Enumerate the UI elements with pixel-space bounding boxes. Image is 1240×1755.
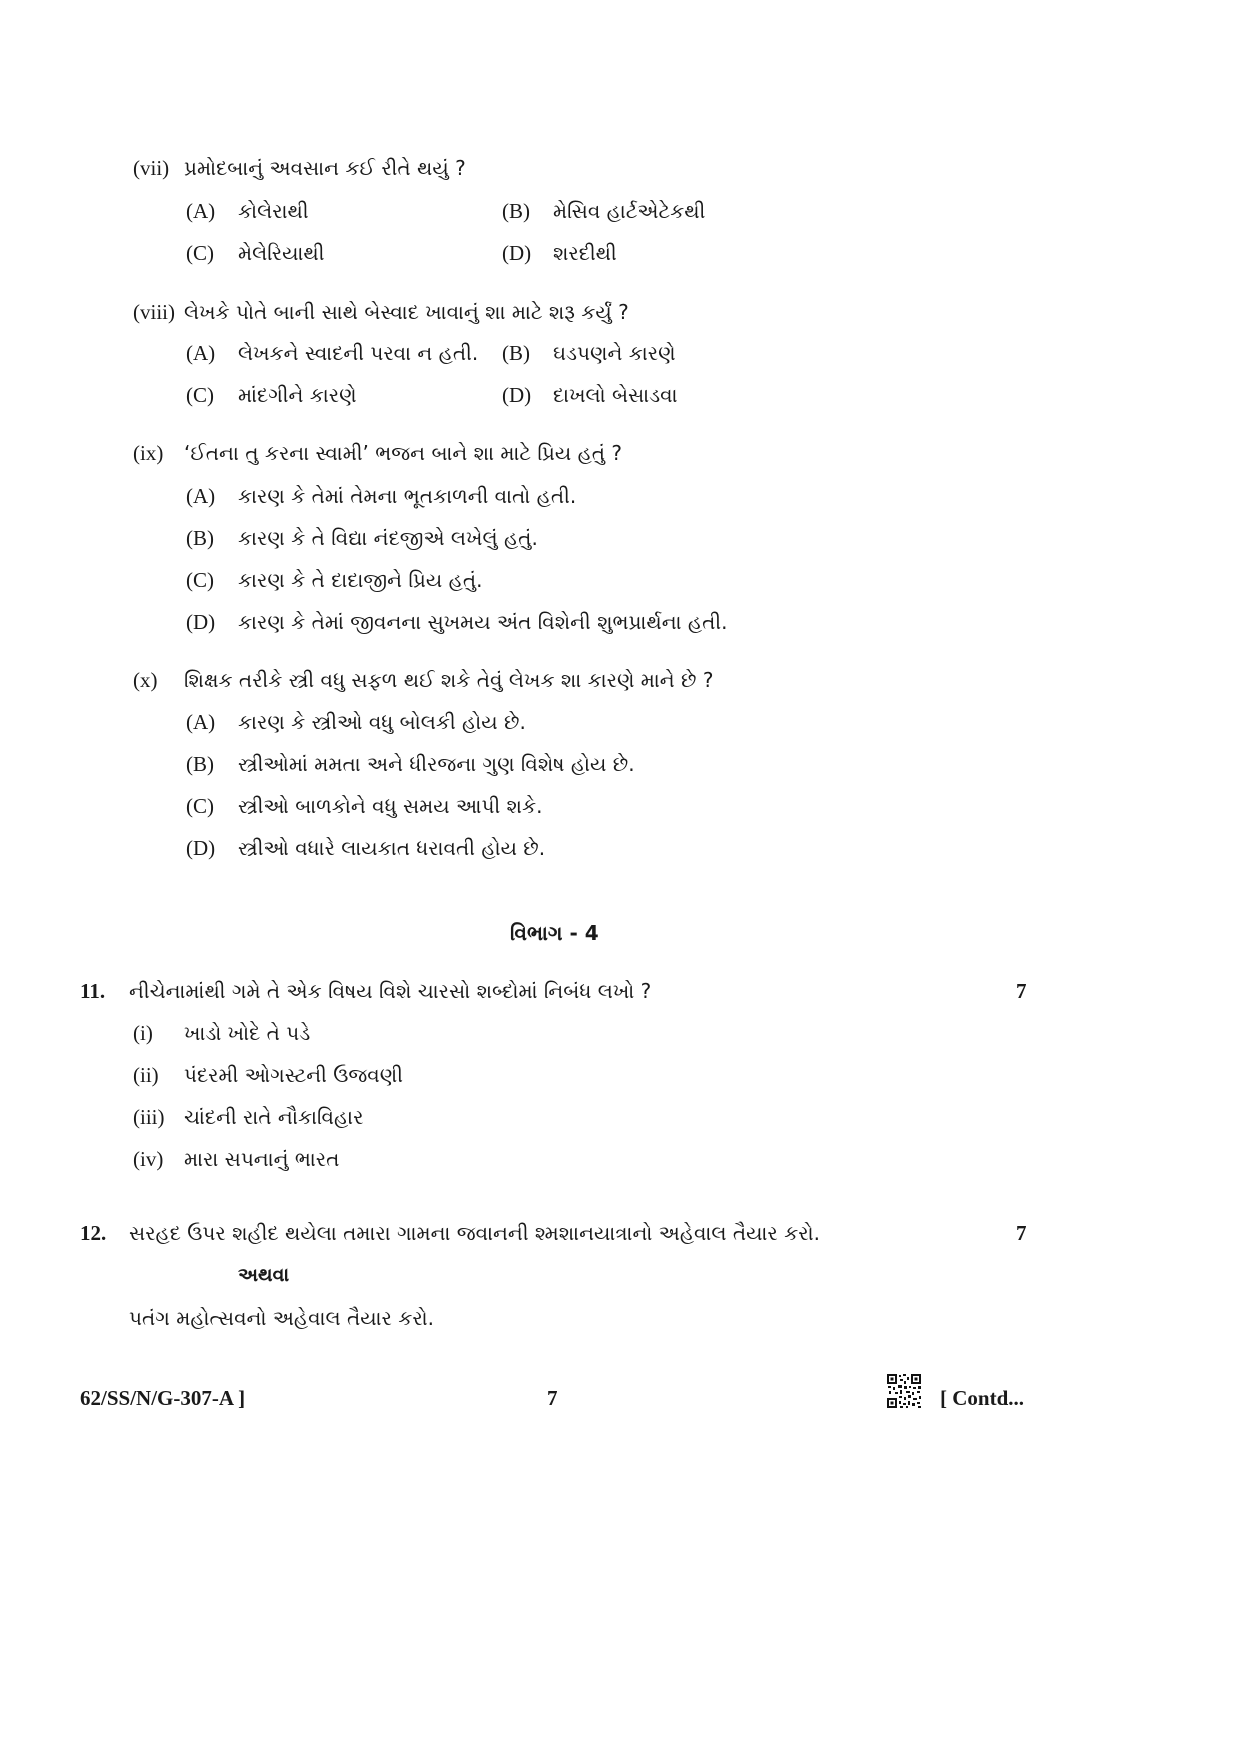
question-number: (vii) xyxy=(133,156,170,180)
topic-number: (iii) xyxy=(133,1105,165,1129)
topic-text: પંદરમી ઓગસ્ટની ઉજવણી xyxy=(184,1063,403,1087)
option-text: લેખકને સ્વાદની પરવા ન હતી. xyxy=(238,341,479,365)
option-text: દાખલો બેસાડવા xyxy=(553,383,678,407)
continued-label: [ Contd... xyxy=(940,1386,1025,1410)
option-letter: (D) xyxy=(186,836,216,860)
option-letter: (B) xyxy=(502,341,530,365)
option-text: કારણ કે તેમાં તેમના ભૂતકાળની વાતો હતી. xyxy=(238,484,577,508)
marks: 7 xyxy=(1016,979,1027,1003)
topic-text: ચાંદની રાતે નૌકાવિહાર xyxy=(184,1105,364,1129)
option-text: મેસિવ હાર્ટએટેકથી xyxy=(553,199,706,223)
or-label: અથવા xyxy=(238,1264,290,1286)
option-letter: (C) xyxy=(186,241,214,265)
option-letter: (B) xyxy=(186,526,214,550)
option-letter: (B) xyxy=(186,752,214,776)
page-number: 7 xyxy=(547,1386,558,1410)
question-text: નીચેનામાંથી ગમે તે એક વિષય વિશે ચારસો શબ્દોમાં નિબંધ લખો ? xyxy=(129,979,652,1003)
option-text: કારણ કે તે દાદાજીને પ્રિય હતું. xyxy=(238,568,483,592)
question-number: (ix) xyxy=(133,441,164,465)
option-text: મેલેરિયાથી xyxy=(238,241,325,265)
option-text: સ્ત્રીઓ વધારે લાયકાત ધરાવતી હોય છે. xyxy=(238,836,546,860)
question-text: સરહદ ઉપર શહીદ થયેલા તમારા ગામના જવાનની શ્મશાનયાત્રાનો અહેવાલ તૈયાર કરો. xyxy=(129,1221,820,1245)
marks: 7 xyxy=(1016,1221,1027,1245)
option-text: કારણ કે તેમાં જીવનના સુખમય અંત વિશેની શુભપ્રાર્થના હતી. xyxy=(238,610,728,634)
qr-code-icon xyxy=(886,1373,922,1409)
option-letter: (A) xyxy=(186,341,216,365)
topic-number: (ii) xyxy=(133,1063,159,1087)
question-text: પ્રમોદબાનું અવસાન કઈ રીતે થયું ? xyxy=(184,156,466,180)
option-text: શરદીથી xyxy=(553,241,617,265)
option-text: સ્ત્રીઓ બાળકોને વધુ સમય આપી શકે. xyxy=(238,794,543,818)
option-letter: (C) xyxy=(186,383,214,407)
question-number: 12. xyxy=(80,1221,107,1245)
option-text: ઘડપણને કારણે xyxy=(553,341,676,365)
topic-number: (iv) xyxy=(133,1147,164,1171)
option-text: સ્ત્રીઓમાં મમતા અને ધીરજના ગુણ વિશેષ હોય છે. xyxy=(238,752,635,776)
question-number: (x) xyxy=(133,668,158,692)
option-letter: (D) xyxy=(502,241,532,265)
question-number: 11. xyxy=(80,979,106,1003)
option-letter: (B) xyxy=(502,199,530,223)
alternate-question-text: પતંગ મહોત્સવનો અહેવાલ તૈયાર કરો. xyxy=(129,1306,435,1330)
question-text: ‘ઈતના તુ કરના સ્વામી’ ભજન બાને શા માટે પ્રિય હતું ? xyxy=(184,441,623,465)
section-heading: વિભાગ - 4 xyxy=(510,921,599,945)
option-letter: (A) xyxy=(186,710,216,734)
question-number: (viii) xyxy=(133,300,175,324)
topic-text: ખાડો ખોદે તે પડે xyxy=(184,1021,311,1045)
option-letter: (C) xyxy=(186,794,214,818)
question-text: લેખકે પોતે બાની સાથે બેસ્વાદ ખાવાનું શા માટે શરૂ કર્યું ? xyxy=(184,300,629,324)
option-letter: (D) xyxy=(186,610,216,634)
option-text: માંદગીને કારણે xyxy=(238,383,357,407)
option-letter: (A) xyxy=(186,484,216,508)
option-text: કારણ કે સ્ત્રીઓ વધુ બોલકી હોય છે. xyxy=(238,710,526,734)
option-text: કારણ કે તે વિદ્યા નંદજીએ લખેલું હતું. xyxy=(238,526,538,550)
paper-code: 62/SS/N/G-307-A ] xyxy=(80,1386,246,1410)
topic-text: મારા સપનાનું ભારત xyxy=(184,1147,340,1171)
question-text: શિક્ષક તરીકે સ્ત્રી વધુ સફળ થઈ શકે તેવું લેખક શા કારણે માને છે ? xyxy=(184,668,714,692)
option-letter: (A) xyxy=(186,199,216,223)
topic-number: (i) xyxy=(133,1021,153,1045)
option-letter: (D) xyxy=(502,383,532,407)
option-letter: (C) xyxy=(186,568,214,592)
option-text: કોલેરાથી xyxy=(238,199,309,223)
